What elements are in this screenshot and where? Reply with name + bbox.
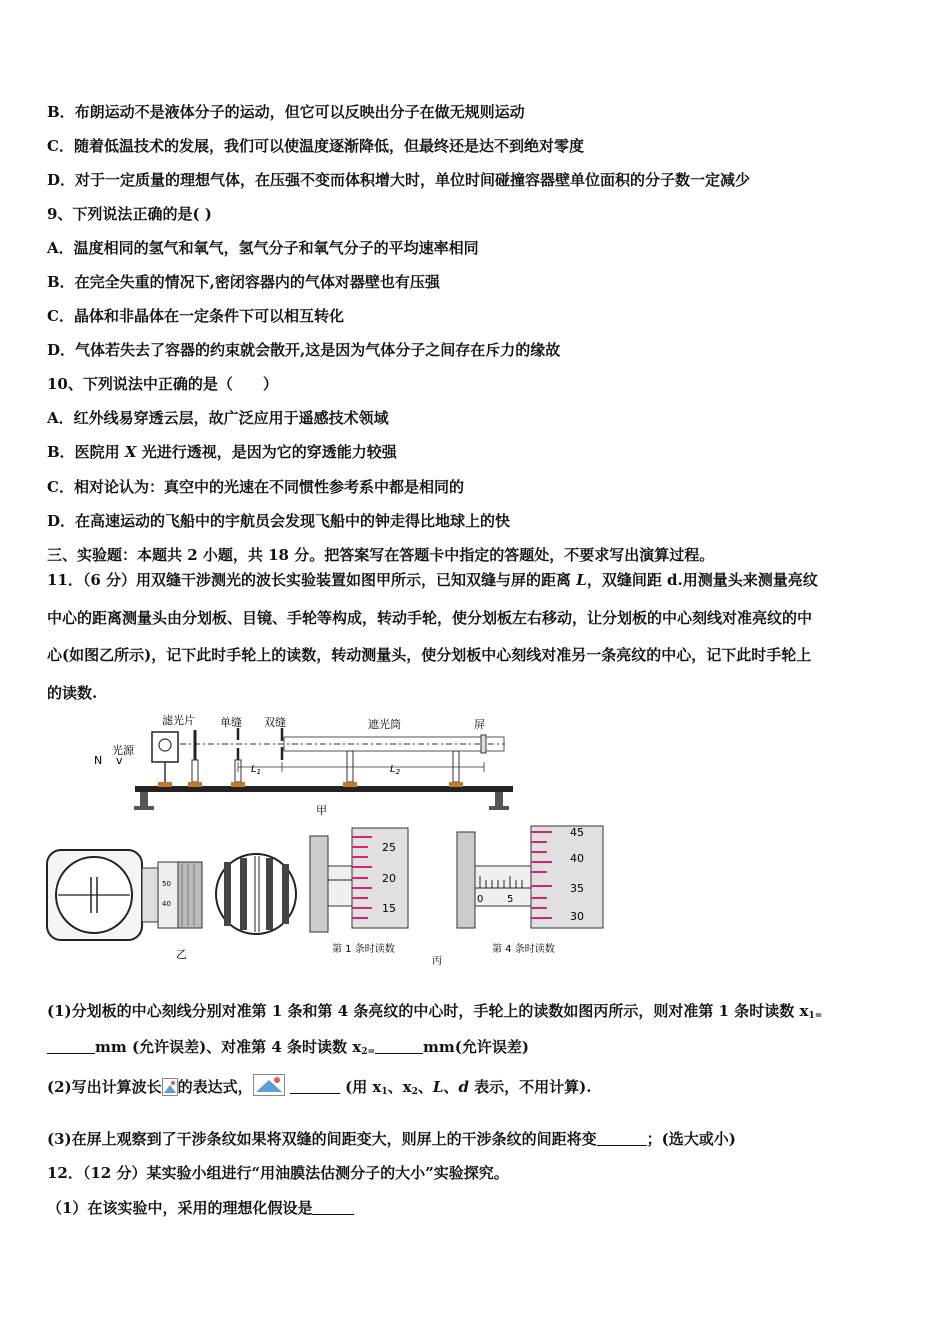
q10-option-b: B．医院用 X 光进行透视，是因为它的穿透能力较强	[47, 443, 397, 461]
q9-option-a: A．温度相同的氢气和氧气，氢气分子和氧气分子的平均速率相同	[47, 239, 479, 257]
m1-tick-20: 20	[382, 872, 396, 885]
section-3-heading: 三、实验题：本题共 2 小题，共 18 分。把答案写在答题卡中指定的答题处，不要求写出演算过程。	[47, 546, 715, 564]
q12-stem: 12．（12 分）某实验小组进行“用油膜法估测分子的大小”实验探究。	[47, 1164, 509, 1182]
figure-jia-apparatus	[94, 713, 513, 817]
answer-blank-assumption[interactable]	[312, 1199, 354, 1215]
q11-line-4: 的读数.	[47, 684, 98, 702]
answer-blank-x2[interactable]	[375, 1038, 423, 1054]
figure-bing-micrometers	[310, 826, 603, 967]
q9-stem: 9、下列说法正确的是( )	[47, 205, 212, 223]
lambda-image-icon	[162, 1078, 178, 1101]
q11-part-2: (2)写出计算波长 的表达式， (用 $x_1$、$x_2$、L、d 表示，不用计算).	[47, 1074, 592, 1102]
label-tube: 遮光筒	[368, 718, 401, 731]
q12-part-1: （1）在该实验中，采用的理想化假设是	[47, 1198, 354, 1218]
label-v: v	[116, 754, 123, 767]
m1-tick-15: 15	[382, 902, 396, 915]
screen	[481, 735, 486, 753]
m2-main-5: 5	[507, 894, 514, 905]
q11-part-1-cont: mm (允许误差)、对准第 4 条时读数 $x_{2=}$ mm(允许误差)	[47, 1037, 529, 1062]
q11-line-2: 中心的距离测量头由分划板、目镜、手轮等构成，转动手轮，使分划板左右移动，让分划板的中心刻线对准亮纹的中	[47, 609, 813, 627]
q10-option-d: D．在高速运动的飞船中的宇航员会发现飞船中的钟走得比地球上的快	[47, 512, 511, 530]
q9-option-b: B．在完全失重的情况下,密闭容器内的气体对器壁也有压强	[47, 273, 440, 291]
figure-yi-eyepiece	[47, 850, 296, 961]
m2-tick-30: 30	[570, 910, 584, 923]
q8-option-b: B．布朗运动不是液体分子的运动，但它可以反映出分子在做无规则运动	[47, 103, 525, 121]
m2-tick-40: 40	[570, 852, 584, 865]
m1-tick-25: 25	[382, 841, 396, 854]
q8-option-d: D．对于一定质量的理想气体，在压强不变而体积增大时，单位时间碰撞容器壁单位面积的分子数一定减少	[47, 171, 751, 189]
caption-m1: 第 1 条时读数	[332, 944, 395, 955]
label-l1: $L_1$	[251, 764, 262, 776]
experiment-figure	[44, 708, 614, 968]
m2-tick-45: 45	[570, 826, 584, 839]
label-filter: 滤光片	[162, 714, 195, 727]
m2-main-0: 0	[477, 894, 484, 905]
q9-option-c: C．晶体和非晶体在一定条件下可以相互转化	[47, 307, 344, 325]
light-source-box	[152, 732, 178, 762]
caption-bing: 丙	[432, 956, 442, 967]
yi-tick-50: 50	[162, 880, 171, 888]
q11-part-1: (1)分划板的中心刻线分别对准第 1 条和第 4 条亮纹的中心时，手轮上的读数如图丙所示，则对准第 1 条时读数 $x_{1=}$	[47, 1002, 823, 1021]
label-n: N	[94, 754, 103, 767]
answer-blank-x1[interactable]	[47, 1038, 95, 1054]
yi-tick-40: 40	[162, 900, 171, 908]
q8-option-c: C．随着低温技术的发展，我们可以使温度逐渐降低，但最终还是达不到绝对零度	[47, 137, 584, 155]
q9-option-d: D．气体若失去了容器的约束就会散开,这是因为气体分子之间存在斥力的缘故	[47, 341, 561, 359]
label-l2: $L_2$	[390, 764, 401, 776]
q11-line-1: 11．（6 分）用双缝干涉测光的波长实验装置如图甲所示，已知双缝与屏的距离 L，双缝间距 d.用测量头来测量亮纹	[47, 571, 818, 589]
label-double-slit: 双缝	[264, 716, 286, 729]
caption-jia: 甲	[316, 804, 327, 817]
q11-part-3: (3)在屏上观察到了干涉条纹如果将双缝的间距变大，则屏上的干涉条纹的间距将变 ；(选大或小)	[47, 1130, 736, 1148]
caption-yi: 乙	[176, 948, 187, 961]
q10-option-c: C．相对论认为：真空中的光速在不同惯性参考系中都是相同的	[47, 478, 464, 496]
q11-line-3: 心(如图乙所示)，记下此时手轮上的读数，转动测量头，使分划板中心刻线对准另一条亮纹的中心，记下此时手轮上	[47, 646, 812, 664]
m2-tick-35: 35	[570, 882, 584, 895]
bulb-icon	[159, 739, 171, 751]
label-single-slit: 单缝	[220, 716, 242, 729]
label-source: 光源	[112, 744, 134, 757]
caption-m2: 第 4 条时读数	[492, 944, 555, 955]
answer-blank-formula[interactable]	[290, 1078, 340, 1094]
q10-stem: 10、下列说法中正确的是（ ）	[47, 375, 278, 393]
q10-option-a: A．红外线易穿透云层，故广泛应用于遥感技术领域	[47, 409, 389, 427]
label-screen: 屏	[474, 718, 485, 731]
micrometer-2-frame	[457, 832, 475, 928]
formula-image-icon	[253, 1074, 285, 1101]
micrometer-1-frame	[310, 836, 328, 932]
answer-blank-spacing[interactable]	[597, 1130, 647, 1146]
